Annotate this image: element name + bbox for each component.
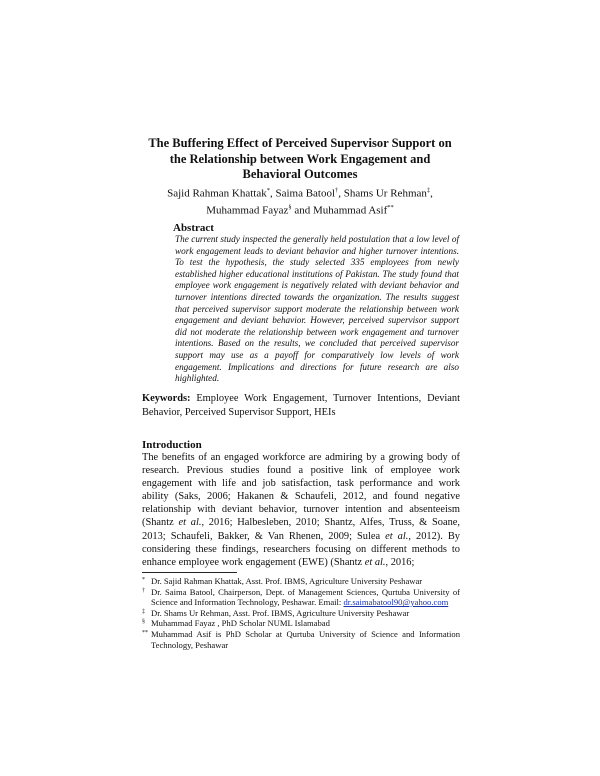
intro-et-al: et al.: [385, 530, 409, 542]
footnote-text: Dr. Sajid Rahman Khattak, Asst. Prof. IBMS, Agriculture University Peshawar: [151, 576, 423, 586]
footnote-text: Muhammad Fayaz , PhD Scholar NUML Islamabad: [151, 618, 330, 629]
footnote-text: Muhammad Asif is PhD Scholar at Qurtuba University of Science and Information Technology, Peshawar: [151, 628, 460, 650]
author-separator: ,: [269, 187, 276, 200]
author-name: Saima Batool: [275, 187, 336, 200]
footnote-mark: *: [142, 577, 145, 583]
footnote: [142, 587, 460, 608]
author-footnote-mark[interactable]: *: [266, 187, 270, 194]
author-footnote-mark[interactable]: §: [288, 203, 292, 211]
author-name: Shams Ur Rehman: [343, 187, 427, 200]
author-separator: ,: [338, 187, 344, 200]
intro-text: The benefits of an engaged workforce are admiring by a growing body of research. Previous studies found a positive link of employee work engagement with life and job satisfaction, task performance and work ability (Saks, 2006; Hakanen & Schaufeli, 2012, and found negative relationship with deviant behavior, turnover intention and absenteeism (Shantz: [142, 452, 460, 529]
footnote: [142, 576, 460, 587]
author-footnote-mark[interactable]: †: [335, 187, 339, 194]
footnote: [142, 608, 460, 619]
author-name: Sajid Rahman Khattak: [167, 187, 267, 200]
keywords-text: Employee Work Engagement, Turnover Intentions, Deviant Behavior, Perceived Supervisor Support, HEIs: [142, 393, 460, 418]
email-link[interactable]: dr.saimabatool90@yahoo.com: [343, 597, 449, 608]
intro-text: , 2016;: [385, 556, 415, 568]
footnote-text: Dr. Shams Ur Rehman, Asst. Prof. IBMS, Agriculture University Peshawar: [151, 607, 410, 618]
footnotes: [142, 576, 460, 650]
author-footnote-mark[interactable]: ‡: [426, 187, 431, 194]
footnote-mark: ‡: [142, 608, 145, 615]
footnote-body: [151, 587, 460, 608]
intro-text: , 2016; Halbesleben, 2010; Shantz, Alfes, Truss, & Soane, 2013; Schaufeli, Bakker, & Van Rhenen, 2009; Sulea: [142, 517, 460, 542]
keywords: [142, 392, 460, 419]
footnote-divider: [142, 572, 237, 573]
author-name: Muhammad Fayaz: [206, 204, 289, 217]
author-separator: ,: [430, 187, 433, 200]
abstract-heading: Abstract: [173, 222, 214, 234]
author-name: Muhammad Asif: [313, 204, 388, 217]
author-separator: and: [291, 204, 314, 217]
keywords-label: Keywords:: [142, 393, 191, 404]
author-list: [140, 184, 460, 217]
footnote-mark: †: [142, 587, 145, 594]
footnote: [142, 629, 460, 650]
author-footnote-mark[interactable]: **: [387, 203, 394, 211]
abstract-text: The current study inspected the generally held postulation that a low level of work engagement leads to deviant behavior and higher turnover intentions. To test the hypothesis, the study selected 335 employees from newly established higher educational institutions of Pakistan. The study found that employee work engagement is negatively related with deviant behavior and turnover intentions directed towards the organization. The results suggest that perceived supervisor support moderate the relationship between work engagement and deviant behavior. However, perceived supervisor support did not moderate the relationship between work engagement and turnover intentions. Based on the results, we concluded that perceived supervisor support may use as a payoff for comparatively low levels of work engagement. Implications and directions for future research are also highlighted.: [175, 234, 459, 384]
introduction-heading: Introduction: [142, 439, 202, 451]
paper-title: The Buffering Effect of Perceived Supervisor Support on the Relationship between Work Engagement and Behavioral Outcomes: [148, 136, 452, 181]
intro-text: , 2012). By considering these findings, researchers focusing on different methods to enhance employee work engagement (EWE) (Shantz: [142, 530, 460, 568]
footnote-mark: §: [142, 619, 145, 626]
intro-et-al: et al.: [364, 556, 386, 568]
footnote: [142, 618, 460, 629]
intro-et-al: et al.: [178, 517, 202, 529]
footnote-mark: **: [142, 629, 148, 636]
introduction-paragraph: [142, 451, 460, 569]
footnote-text: Dr. Saima Batool, Chairperson, Dept. of Management Sciences, Qurtuba University of Science and Information Technology, Peshawar. Email:: [151, 586, 460, 608]
